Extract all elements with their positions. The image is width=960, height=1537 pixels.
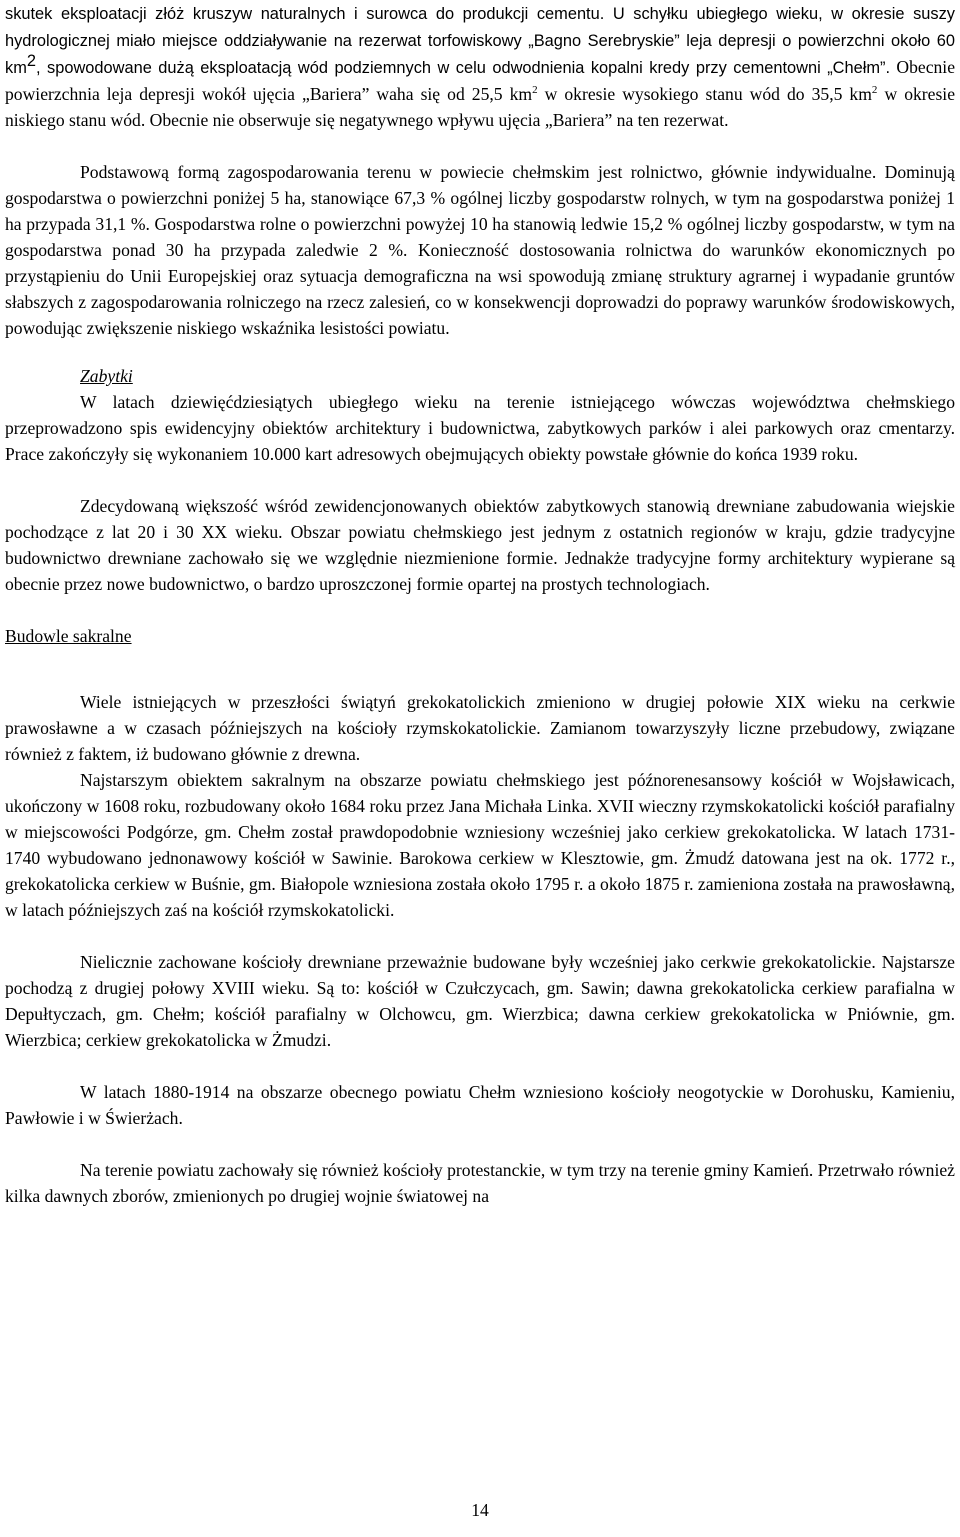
paragraph-wooden-architecture: Zdecydowaną większość wśród zewidencjonowanych obiektów zabytkowych stanowią drewniane zabudowania wiejskie pochodzące z lat 20 i 30 XX wieku. Obszar powiatu chełmskiego jest jednym z ostatnich regionów w kraju, gdzie tradycyjne budownictwo drewniane zachowało się we względnie niezmienione formie. Jednakże tradycyjne formy architektury wypierane są obecnie przez nowe budownictwo, o bardzo uproszczonej formie opartej na prostych technologiach.: [5, 496, 955, 594]
section-heading-zabytki: Zabytki: [80, 366, 133, 386]
page-number: 14: [471, 1500, 489, 1520]
paragraph-agriculture: Podstawową formą zagospodarowania terenu w powiecie chełmskim jest rolnictwo, głównie indywidualne. Dominują gospodarstwa o powierzchni poniżej 5 ha, stanowiące 67,3 % ogólnej liczby gospodarstw rolnych, w tym na gospodarstwa poniżej 1 ha przypada 31,1 %. Gospodarstwa rolne o powierzchni powyżej 10 ha stanowią ledwie 15,2 % ogólnej liczby gospodarstw, w tym na gospodarstwa ponad 30 ha przypada zaledwie 2 %. Konieczność dostosowania rolnictwa do warunków ekonomicznych po przystąpieniu do Unii Europejskiej oraz sytuacja demograficzna na wsi spowodują zmianę struktury agrarnej i wypadanie gruntów słabszych z zagospodarowania rolniczego na rzecz zalesień, co w konsekwencji doprowadzi do poprawy warunków środowiskowych, powodując zwiększenie niskiego wskaźnika lesistości powiatu.: [5, 162, 955, 338]
superscript: 2: [26, 52, 36, 71]
text-segment: w okresie wysokiego stanu wód do 35,5 km: [537, 84, 872, 104]
text-segment: skutek eksploatacji złóż kruszyw naturalnych i surowca do produkcji cementu. U schyłku ubiegłego wieku, w okresie suszy hydrologicznej miało miejsce oddziaływanie na rezerwat torfowiskowy „Bagno Serebryskie” leja depresji o powierzchni około 60 km: [5, 5, 955, 77]
paragraph-protestant-churches: Na terenie powiatu zachowały się również kościoły protestanckie, w tym trzy na terenie gminy Kamień. Przetrwało również kilka dawnych zborów, zmienionych po drugiej wojnie światowej na: [5, 1160, 955, 1206]
section-heading-budowle-sakralne: Budowle sakralne: [5, 626, 132, 646]
superscript: 2: [532, 84, 538, 97]
paragraph-inventory: W latach dziewięćdziesiątych ubiegłego wieku na terenie istniejącego wówczas województwa chełmskiego przeprowadzono spis ewidencyjny obiektów architektury i budownictwa, zabytkowych parków i alei parkowych oraz cmentarzy. Prace zakończyły się wykonaniem 10.000 kart adresowych obejmujących obiekty powstałe głównie do końca 1939 roku.: [5, 392, 955, 464]
superscript: 2: [871, 84, 878, 97]
text-segment: Obecnie powierzchnia leja depresji wokół ujęcia „Bariera” waha się od 25,5 km: [5, 57, 955, 104]
document-page: [5, 0, 955, 1209]
text-segment: w okresie niskiego stanu wód. Obecnie nie obserwuje się negatywnego wpływu ujęcia „Bariera” na ten rezerwat.: [5, 84, 956, 130]
paragraph-churches-conversion: Wiele istniejących w przeszłości świątyń grekokatolickich zmieniono w drugiej połowie XIX wieku na cerkwie prawosławne a w czasach późniejszych na kościoły rzymskokatolickie. Zamianom towarzyszyły liczne przebudowy, związane również z faktem, iż budowano głównie z drewna.: [5, 692, 955, 764]
paragraph-oldest-sacred-objects: Najstarszym obiektem sakralnym na obszarze powiatu chełmskiego jest późnorenesansowy kościół w Wojsławicach, ukończony w 1608 roku, rozbudowany około 1684 roku przez Jana Michała Linka. XVII wieczny rzymskokatolicki kościół parafialny w miejscowości Podgórze, gm. Chełm został prawdopodobnie wzniesiony wcześniej jako cerkiew grekokatolicka. W latach 1731-1740 wybudowano jednonawowy kościół w Sawinie. Barokowa cerkiew w Klesztowie, gm. Żmudź datowana jest na ok. 1772 r., grekokatolicka cerkiew w Buśnie, gm. Białopole wzniesiona została około 1795 r. a około 1875 r. zamieniona została na prawosławną, w latach późniejszych zaś na kościół rzymskokatolicki.: [5, 770, 955, 920]
text-segment: , spowodowane dużą eksploatacją wód podziemnych w celu odwodnienia kopalni kredy przy cementowni „Chełm”.: [35, 59, 891, 77]
paragraph-wooden-churches: Nielicznie zachowane kościoły drewniane przeważnie budowane były wcześniej jako cerkwie grekokatolickie. Najstarsze pochodzą z drugiej połowy XVIII wieku. Są to: kościół w Czułczycach, gm. Sawin; dawna grekokatolicka cerkiew parafialna w Depułtyczach, gm. Chełm; kościół parafialny w Olchowcu, gm. Wierzbica; dawna cerkiew grekokatolicka w Pniównie, gm. Wierzbica; cerkiew grekokatolicka w Żmudzi.: [5, 952, 955, 1050]
paragraph-neogothic-churches: W latach 1880-1914 na obszarze obecnego powiatu Chełm wzniesiono kościoły neogotyckie w Dorohusku, Kamieniu, Pawłowie i w Świerżach.: [5, 1082, 955, 1128]
paragraph-drainage-effects: [5, 0, 955, 133]
